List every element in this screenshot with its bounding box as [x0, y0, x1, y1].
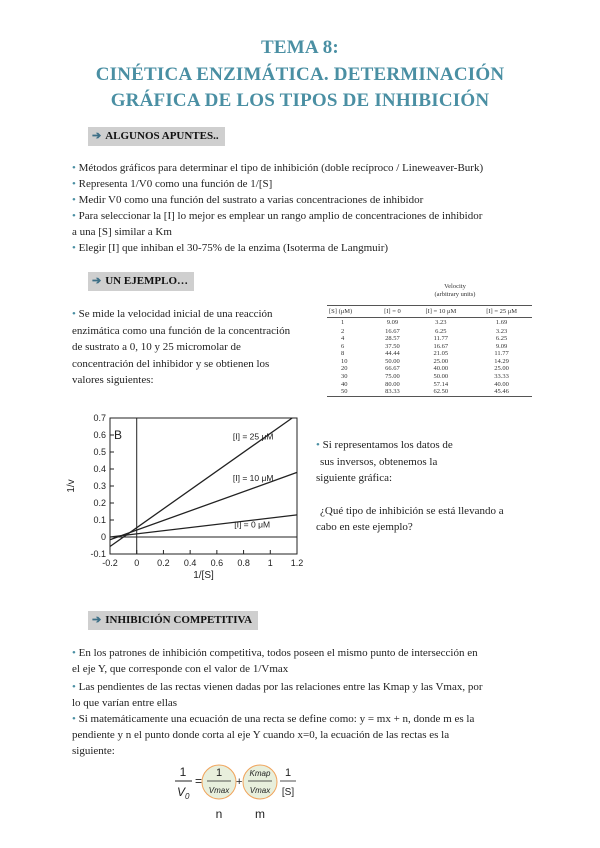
- table-cell: 40.00: [494, 380, 509, 388]
- table-row: [327, 350, 532, 358]
- y-tick-label: -0.1: [90, 549, 106, 559]
- table-row: [327, 373, 532, 381]
- arrow-icon: ➔: [92, 614, 102, 626]
- list-item-continuation: siguiente:: [72, 745, 115, 757]
- eq-n-denominator: Vmax: [208, 786, 230, 795]
- table-cell: 11.77: [433, 335, 449, 343]
- lineweaver-burk-equation: [172, 760, 322, 844]
- series-label: [I] = 10 μM: [232, 472, 274, 483]
- table-cell: 20: [341, 365, 348, 373]
- eq-lhs-denominator: $V_0$: [177, 785, 190, 801]
- y-tick-label: 0.1: [93, 515, 106, 525]
- table-row: [327, 343, 532, 351]
- table-cell: 1: [341, 318, 345, 326]
- table-cell: 2: [341, 327, 345, 335]
- section-title: ALGUNOS APUNTES..: [105, 130, 219, 142]
- table-cell: 50.00: [385, 357, 400, 365]
- table-row: [327, 365, 532, 373]
- table-cell: 28.57: [385, 335, 400, 343]
- eq-s-numerator: 1: [284, 767, 292, 779]
- table-cell: 11.77: [494, 350, 509, 358]
- eq-m-numerator: Kmap: [249, 769, 271, 778]
- table-cell: 9.09: [495, 342, 508, 350]
- table-row: [327, 335, 532, 343]
- table-row: [327, 358, 532, 366]
- eq-n-numerator: 1: [215, 767, 223, 779]
- table-cell: 10: [341, 357, 348, 365]
- section-title: INHIBICIÓN COMPETITIVA: [105, 614, 253, 626]
- table-cell: 83.33: [385, 388, 400, 396]
- table-cell: 3.23: [435, 318, 447, 326]
- eq-lhs-numerator: 1: [179, 765, 187, 779]
- y-tick-label: 0.6: [93, 430, 106, 440]
- table-cell: 80.00: [385, 380, 400, 388]
- eq-equals: =: [195, 774, 203, 788]
- y-tick-label: 0.7: [93, 413, 106, 423]
- eq-s-denominator: [S]: [281, 787, 295, 798]
- table-cell: 6: [341, 342, 345, 350]
- y-tick-label: 0.2: [93, 498, 106, 508]
- page-title-line2: CINÉTICA ENZIMÁTICA. DETERMINACIÓN: [95, 64, 505, 85]
- table-cell: 50.00: [433, 373, 449, 381]
- table-cell: 44.44: [385, 350, 400, 358]
- x-tick-label: 0.4: [183, 558, 197, 568]
- table-cell: 37.50: [385, 342, 400, 350]
- series-label: [I] = 0 μM: [234, 519, 271, 530]
- list-item: • Para seleccionar la [I] lo mejor es emplear un rango amplio de concentraciones de inhibidor: [72, 210, 483, 222]
- m-label: m: [255, 807, 265, 821]
- list-item-continuation: pendiente y n el punto donde corta al eje Y cuando x=0, la ecuación de las rectas es la: [72, 729, 450, 741]
- x-tick-label: 1: [267, 558, 273, 568]
- eq-plus: +: [236, 776, 243, 788]
- table-cell: 4: [341, 335, 345, 343]
- table-cell: 66.67: [385, 365, 400, 373]
- velocity-table-header: Velocity (arbitrary units): [434, 283, 476, 298]
- section-header-ejemplo: [88, 272, 194, 291]
- arrow-icon: ➔: [92, 275, 102, 287]
- list-item: • Elegir [I] que inhiban el 30-75% de la enzima (Isoterma de Langmuir): [72, 242, 389, 254]
- table-row: [327, 388, 532, 396]
- section-header-apuntes: [88, 127, 225, 146]
- series-label: [I] = 25 μM: [232, 431, 274, 442]
- table-cell: 33.33: [494, 373, 509, 381]
- table-cell: 21.05: [433, 350, 449, 358]
- table-cell: 25.00: [433, 357, 449, 365]
- list-item: • Representa 1/V0 como una función de 1/[S]: [72, 178, 273, 190]
- page-title-line1: TEMA 8:: [261, 37, 339, 58]
- y-tick-label: 0.4: [93, 464, 106, 474]
- y-tick-label: 0.5: [93, 447, 106, 457]
- lineweaver-burk-chart: [62, 410, 302, 590]
- ejemplo-text: • Se mide la velocidad inicial de una reacción enzimática como una función de la concentración de sustrato a 0, 10 y 25 micromolar de concentración del inhibidor y se obtienen los valores siguientes:: [72, 308, 291, 386]
- velocity-table: [327, 305, 532, 397]
- table-cell: 6.25: [495, 335, 508, 343]
- x-axis-label: 1/[S]: [193, 570, 214, 581]
- table-row: [327, 328, 532, 336]
- table-cell: 40.00: [433, 365, 449, 373]
- list-item: • Si matemáticamente una ecuación de una recta se define como: y = mx + n, donde m es la: [72, 713, 475, 725]
- y-tick-label: 0.3: [93, 481, 106, 491]
- table-cell: 57.14: [433, 380, 449, 388]
- table-cell: 45.46: [494, 388, 509, 396]
- table-cell: 62.50: [433, 388, 449, 396]
- x-tick-label: 0.8: [237, 558, 250, 568]
- arrow-icon: ➔: [92, 130, 102, 142]
- table-cell: 25.00: [494, 365, 509, 373]
- table-cell: 9.09: [386, 318, 399, 326]
- panel-label: B: [114, 428, 123, 442]
- table-cell: 8: [341, 350, 345, 358]
- x-tick-label: 1.2: [290, 558, 304, 568]
- table-cell: 6.25: [435, 327, 447, 335]
- section-header-competitiva: [88, 611, 258, 630]
- x-tick-label: 0.6: [210, 558, 224, 568]
- list-item: • En los patrones de inhibición competitiva, todos poseen el mismo punto de intersección en: [72, 647, 478, 659]
- x-tick-label: -0.2: [102, 558, 118, 568]
- table-header-row: [S] (μM) [I] = 0 [I] = 10 μM [I] = 25 μM: [327, 306, 532, 318]
- list-item: • Medir V0 como una función del sustrato a varias concentraciones de inhibidor: [72, 194, 424, 206]
- table-cell: 40: [341, 380, 348, 388]
- chart-description: • Si representamos los datos de sus inversos, obtenemos la siguiente gráfica: ¿Qué tipo de inhibición se está llevando a cabo en este ejemplo?: [316, 439, 504, 533]
- table-cell: 30: [341, 373, 348, 381]
- y-axis-label: 1/v: [66, 479, 77, 493]
- n-label: n: [215, 807, 223, 821]
- eq-m-denominator: Vmax: [249, 786, 271, 795]
- list-item: • Las pendientes de las rectas vienen dadas por las relaciones entre las Kmap y las Vmax, por: [72, 681, 483, 693]
- table-cell: 3.23: [495, 327, 508, 335]
- table-row: [327, 318, 532, 328]
- table-cell: 16.67: [385, 327, 400, 335]
- x-tick-label: 0: [134, 558, 140, 568]
- table-cell: 14.29: [494, 357, 509, 365]
- list-item: • Métodos gráficos para determinar el tipo de inhibición (doble recíproco / Lineweaver-Burk): [72, 162, 484, 174]
- list-item-continuation: lo que varían entre ellas: [72, 697, 178, 709]
- y-tick-label: 0: [100, 532, 106, 542]
- list-item-continuation: a una [S] similar a Km: [72, 226, 172, 238]
- table-cell: 16.67: [433, 342, 449, 350]
- section-title: UN EJEMPLO…: [105, 275, 189, 287]
- table-cell: 50: [341, 388, 348, 396]
- table-row: [327, 381, 532, 389]
- table-cell: 75.00: [385, 373, 400, 381]
- x-tick-label: 0.2: [157, 558, 170, 568]
- page-title-line3: GRÁFICA DE LOS TIPOS DE INHIBICIÓN: [110, 90, 490, 111]
- table-cell: 1.69: [495, 318, 508, 326]
- list-item-continuation: el eje Y, que corresponde con el valor de 1/Vmax: [72, 663, 289, 675]
